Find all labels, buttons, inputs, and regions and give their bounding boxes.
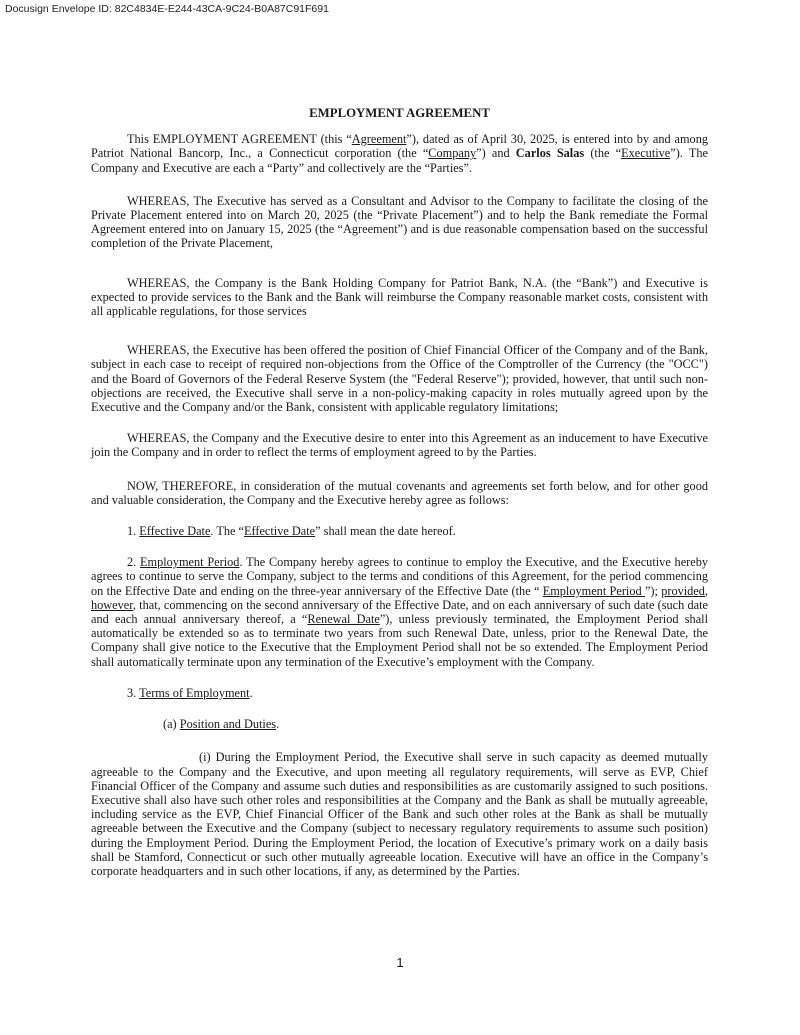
whereas-paragraph-1: WHEREAS, The Executive has served as a Consultant and Advisor to the Company to facilitate the closing of the Private Placement entered into on March 20, 2025 (the “Private Placement”) and to help the Bank remediate the Formal Agreement entered into on January 15, 2025 (the “Agreement”) and is due reasonable compensation based on the successful completion of the Private Placement, — [91, 193, 708, 251]
section-3-terms-of-employment: 3. Terms of Employment. — [127, 685, 253, 700]
whereas-paragraph-4: WHEREAS, the Company and the Executive desire to enter into this Agreement as an inducement to have Executive join the Company and in order to reflect the terms of employment agreed to by the Parties. — [91, 431, 708, 460]
section-2-employment-period: 2. Employment Period. The Company hereby agrees to continue to employ the Executive, and the Executive hereby agrees to continue to serve the Company, subject to the terms and conditions of this Agreement, for the period commencing on the Effective Date and ending on the three-year anniversary of the Effective Date (the “ Employment Period ”); provided, however, that, commencing on the second anniversary of the Effective Date, and on each anniversary of such date (such date and each annual anniversary thereof, a “Renewal Date”), unless previously terminated, the Employment Period shall automatically be extended so as to terminate two years from such Renewal Date, unless, prior to the Renewal Date, the Company shall give notice to the Executive that the Employment Period shall not be so extended. The Employment Period shall automatically terminate upon any termination of the Executive’s employment with the Company. — [91, 555, 709, 669]
section-2-heading: Employment Period — [140, 555, 240, 570]
section-3a-heading: Position and Duties — [179, 717, 277, 732]
section-3a-i-paragraph: (i) During the Employment Period, the Executive shall serve in such capacity as deemed mutually agreeable to the Company and the Executive, and upon meeting all regulatory requirements, will serve as EVP, Chief Financial Officer of the Company and assume such duties and responsibilities as are customarily assigned to such positions. Executive shall also have such other roles and responsibilities at the Company and the Bank as shall be mutually agreeable, including service as the EVP, Chief Financial Officer of the Bank and such other roles at the Bank as shall be mutually agreeable between the Executive and the Company (subject to necessary regulatory requirements to assume such position) during the Employment Period. During the Employment Period, the location of Executive’s primary work on a daily basis shall be Stamford, Connecticut or such other mutually agreeable location. Executive will have an office in the Company’s corporate headquarters and in such other locations, if any, as determined by the Parties. — [91, 750, 708, 878]
section-1-heading: Effective Date — [139, 524, 211, 539]
document-title: EMPLOYMENT AGREEMENT — [309, 106, 490, 120]
company-defined-term: Company — [428, 146, 477, 161]
executive-defined-term: Executive — [621, 146, 671, 161]
section-3a-position-and-duties: (a) Position and Duties. — [163, 717, 280, 732]
whereas-paragraph-3: WHEREAS, the Executive has been offered the position of Chief Financial Officer of the Company and of the Bank, subject in each case to receipt of required non-objections from the Office of the Comptroller of the Currency (the "OCC") and the Board of Governors of the Federal Reserve System (the "Federal Reserve"); provided, however, that until such non-objections are received, the Executive shall serve in a non-policy-making capacity in roles mutually agreed upon by the Executive and the Company and/or the Bank, consistent with applicable regulatory limitations; — [91, 343, 708, 415]
document-body — [91, 106, 708, 878]
now-therefore-paragraph: NOW, THEREFORE, in consideration of the mutual covenants and agreements set forth below, and for other good and valuable consideration, the Company and the Executive hereby agree as follows: — [91, 478, 708, 507]
section-3-heading: Terms of Employment — [139, 685, 250, 700]
agreement-defined-term: Agreement — [351, 132, 407, 147]
executive-name: Carlos Salas — [515, 146, 585, 161]
whereas-paragraph-2: WHEREAS, the Company is the Bank Holding Company for Patriot Bank, N.A. (the “Bank”) and Executive is expected to provide services to the Bank and the Bank will reimburse the Company reasonable market costs, consistent with all applicable regulations, for those services — [91, 275, 708, 319]
page-number: 1 — [396, 955, 404, 970]
intro-paragraph: This EMPLOYMENT AGREEMENT (this “Agreement”), dated as of April 30, 2025, is entered into by and among Patriot National Bancorp, Inc., a Connecticut corporation (the “Company”) and Carlos Salas (the “Executive”). The Company and Executive are each a “Party” and collectively are the “Parties”. — [91, 132, 708, 175]
envelope-id: Docusign Envelope ID: 82C4834E-E244-43CA-9C24-B0A87C91F691 — [5, 3, 329, 15]
section-1-effective-date: 1. Effective Date. The “Effective Date” shall mean the date hereof. — [127, 524, 456, 539]
